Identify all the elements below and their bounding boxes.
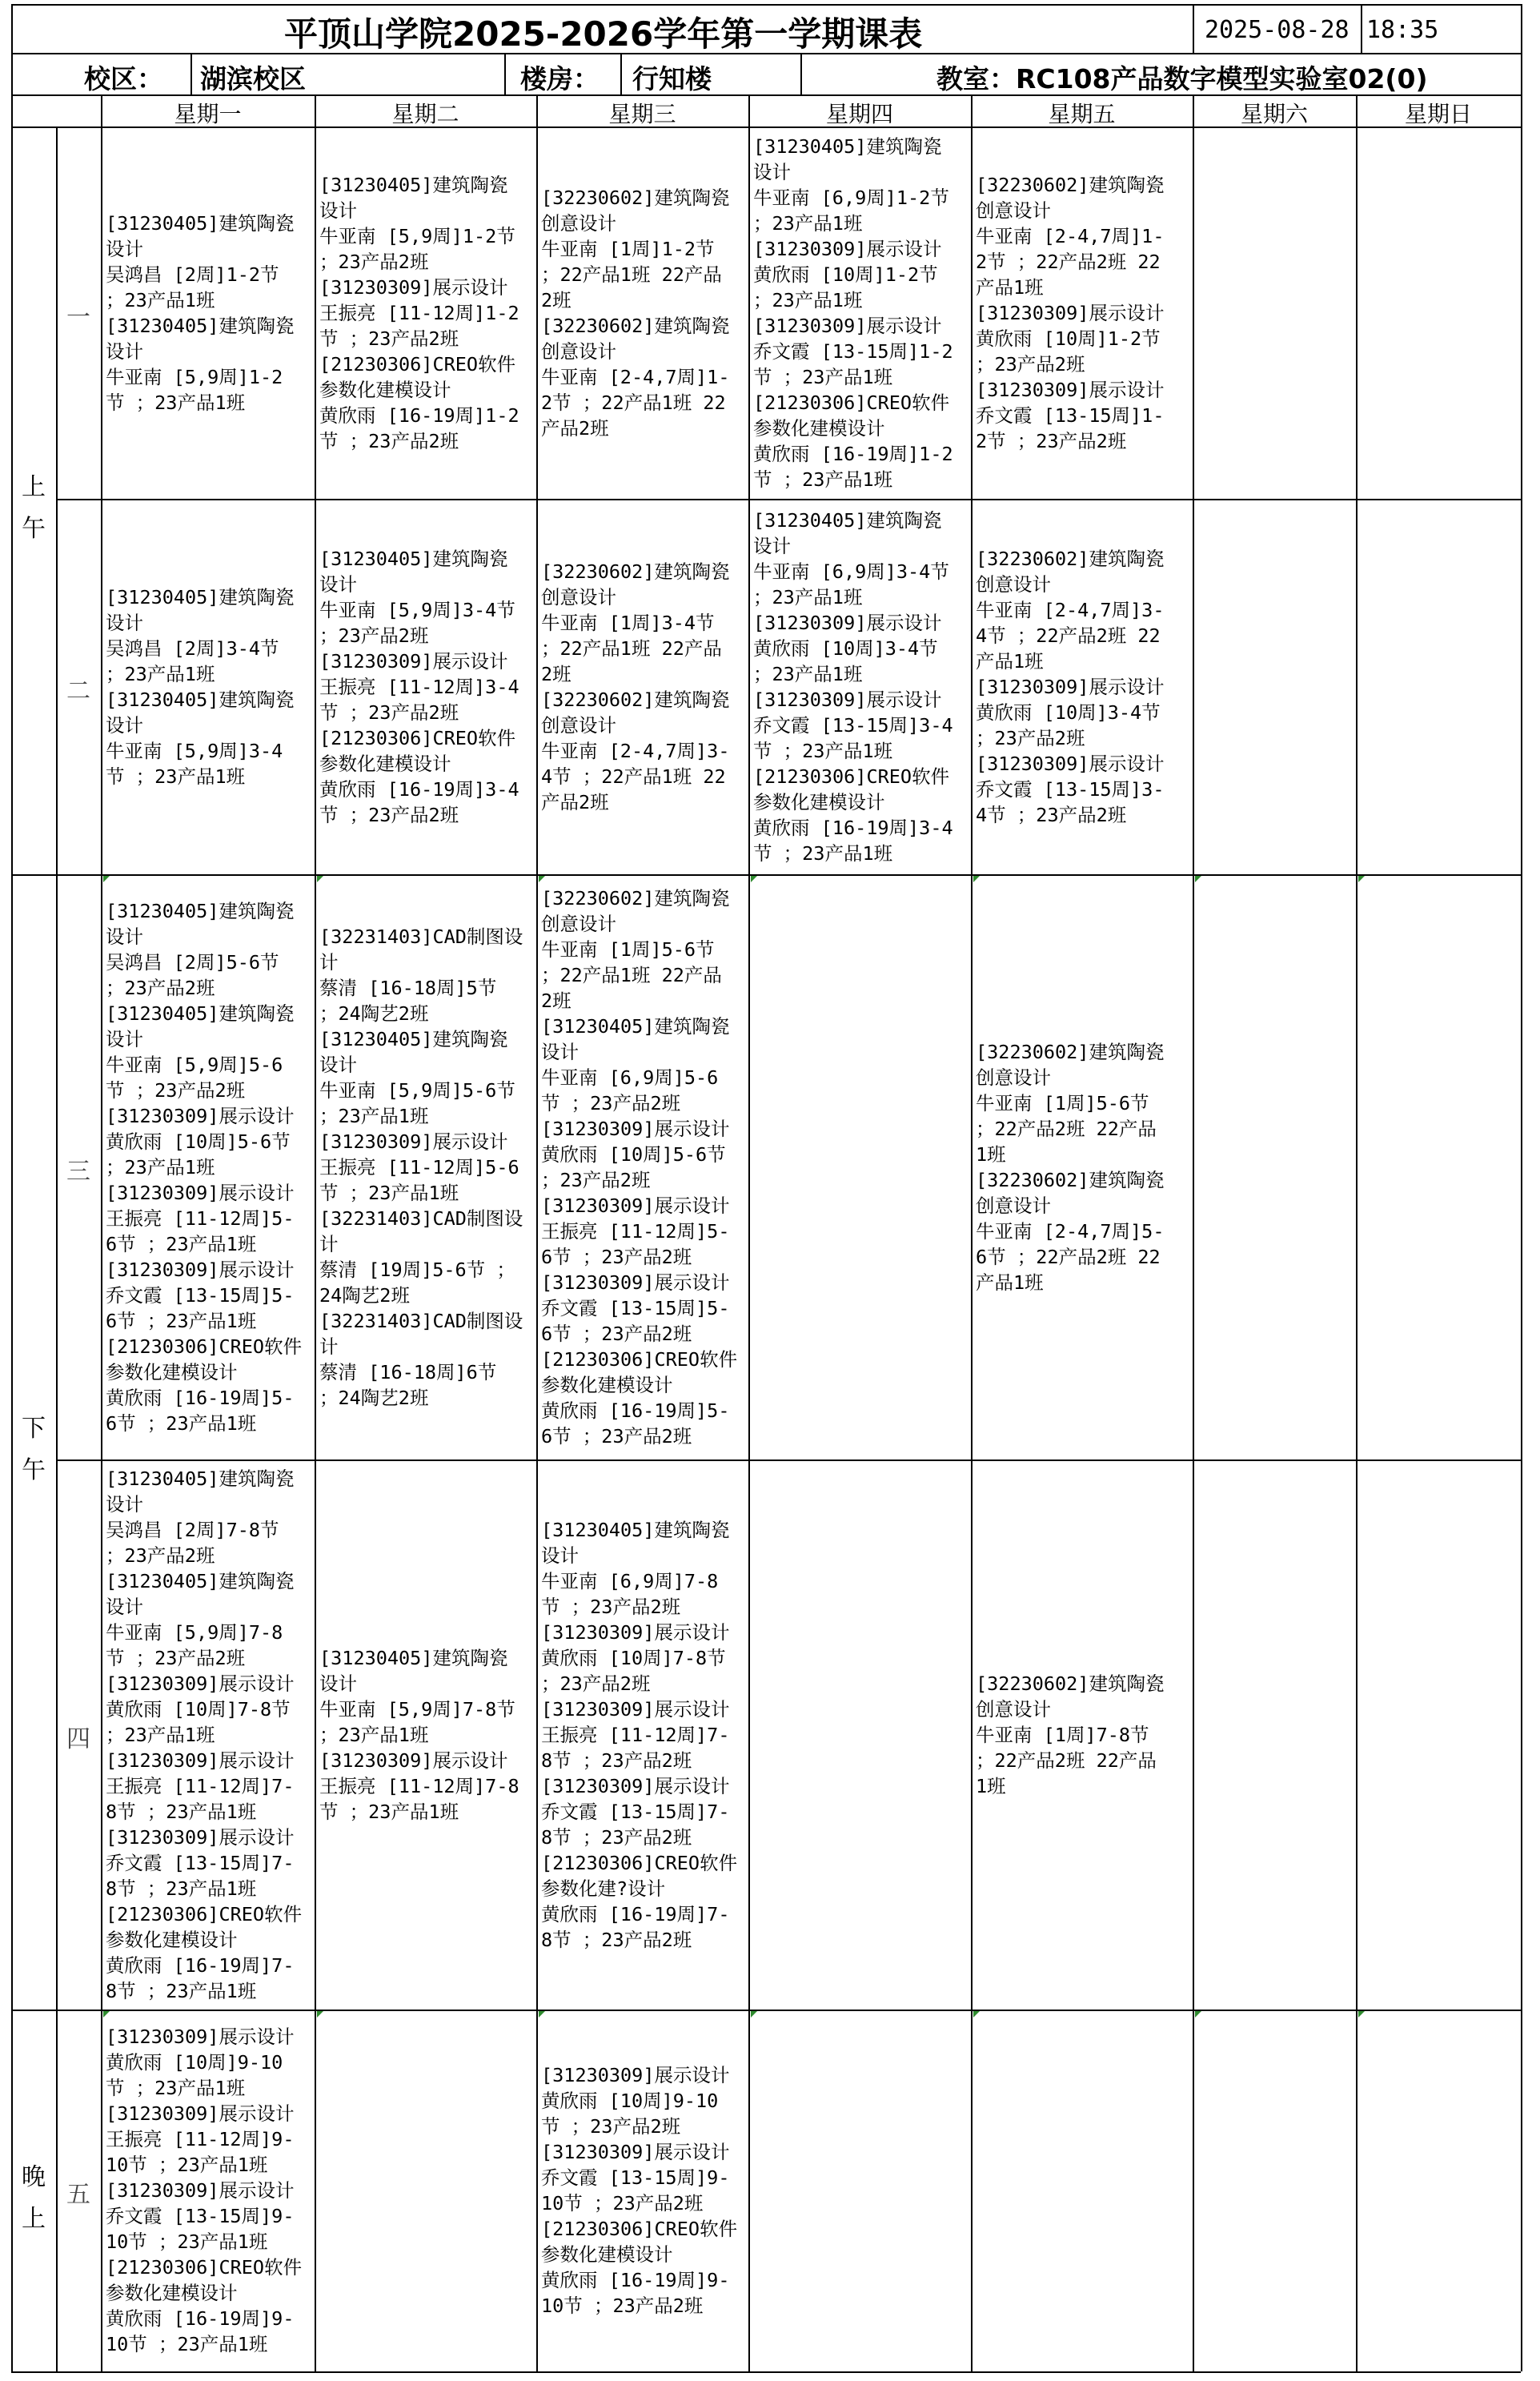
course-cell: [32230602]建筑陶瓷 创意设计 牛亚南 [1周]1-2节 ；22产品1班 22产品 2班 [32230602]建筑陶瓷 创意设计 牛亚南 [2-4,7周]1- 2节 ；22产品1班 22 产品2班	[541, 186, 730, 440]
campus-value: 湖滨校区	[200, 63, 306, 94]
grid-line	[504, 53, 506, 94]
course-cell: [31230405]建筑陶瓷 设计 牛亚南 [6,9周]7-8 节 ；23产品2班 [31230309]展示设计 黄欣雨 [10周]7-8节 ；23产品2班 [31230309]展示设计 王振亮 [11-12周]7- 8节 ；23产品2班 [31230309]展示设计 乔文霞 [13-15周]7- 8节 ；23产品2班 [21230306]CREO软件 参数化建?设计 黄欣雨 [16-19周]7- 8节 ；23产品2班	[541, 1518, 738, 1951]
course-cell: [32230602]建筑陶瓷 创意设计 牛亚南 [1周]5-6节 ；22产品1班 22产品 2班 [31230405]建筑陶瓷 设计 牛亚南 [6,9周]5-6 节 ；23产品2班 [31230309]展示设计 黄欣雨 [10周]5-6节 ；23产品2班 [31230309]展示设计 王振亮 [11-12周]5- 6节 ；23产品2班 [31230309]展示设计 乔文霞 [13-15周]5- 6节 ；23产品2班 [21230306]CREO软件 参数化建模设计 黄欣雨 [16-19周]5- 6节 ；23产品2班	[541, 886, 738, 1447]
slot-number: 四	[66, 1725, 90, 1753]
grid-line	[11, 874, 1521, 876]
course-cell: [31230405]建筑陶瓷 设计 吴鸿昌 [2周]5-6节 ；23产品2班 [31230405]建筑陶瓷 设计 牛亚南 [5,9周]5-6 节 ；23产品2班 [31230309]展示设计 黄欣雨 [10周]5-6节 ；23产品1班 [31230309]展示设计 王振亮 [11-12周]5- 6节 ；23产品1班 [31230309]展示设计 乔文霞 [13-15周]5- 6节 ；23产品1班 [21230306]CREO软件 参数化建模设计 黄欣雨 [16-19周]5- 6节 ；23产品1班	[106, 899, 303, 1435]
course-cell: [31230405]建筑陶瓷 设计 牛亚南 [6,9周]1-2节 ；23产品1班 [31230309]展示设计 黄欣雨 [10周]1-2节 ；23产品1班 [31230309]展示设计 乔文霞 [13-15周]1-2 节 ；23产品1班 [21230306]CREO软件 参数化建模设计 黄欣雨 [16-19周]1-2 节 ；23产品1班	[753, 135, 953, 491]
course-cell: [32230602]建筑陶瓷 创意设计 牛亚南 [1周]5-6节 ；22产品2班 22产品 1班 [32230602]建筑陶瓷 创意设计 牛亚南 [2-4,7周]5- 6节 ；22产品2班 22 产品1班	[976, 1040, 1165, 1294]
course-cell: [32230602]建筑陶瓷 创意设计 牛亚南 [2-4,7周]3- 4节 ；22产品2班 22 产品1班 [31230309]展示设计 黄欣雨 [10周]3-4节 ；23产品2班 [31230309]展示设计 乔文霞 [13-15周]3- 4节 ；23产品2班	[976, 547, 1165, 826]
cell-corner-marker	[1358, 2011, 1365, 2018]
grid-line	[11, 2371, 1521, 2373]
print-date: 2025-08-28	[1205, 16, 1350, 44]
grid-line	[1361, 4, 1362, 53]
grid-line	[11, 4, 13, 2371]
room-label: 教室：RC108产品数字模型实验室02(0)	[936, 63, 1428, 94]
period-label: 晚 上	[22, 2163, 46, 2233]
course-cell: [31230405]建筑陶瓷 设计 牛亚南 [5,9周]3-4节 ；23产品2班 [31230309]展示设计 王振亮 [11-12周]3-4 节 ；23产品2班 [21230306]CREO软件 参数化建模设计 黄欣雨 [16-19周]3-4 节 ；23产品2班	[319, 547, 519, 826]
slot-number: 一	[66, 303, 90, 331]
grid-line	[1193, 4, 1194, 53]
cell-corner-marker	[973, 2011, 980, 2018]
campus-label: 校区：	[84, 63, 163, 94]
course-cell: [32230602]建筑陶瓷 创意设计 牛亚南 [2-4,7周]1- 2节 ；22产品2班 22 产品1班 [31230309]展示设计 黄欣雨 [10周]1-2节 ；23产品2班 [31230309]展示设计 乔文霞 [13-15周]1- 2节 ；23产品2班	[976, 173, 1165, 452]
cell-corner-marker	[751, 2011, 757, 2018]
slot-number: 二	[66, 677, 90, 705]
building-label: 楼房：	[520, 63, 600, 94]
day-header: 星期一	[174, 101, 242, 127]
period-label: 上 午	[22, 473, 46, 543]
period-label: 下 午	[22, 1415, 46, 1484]
slot-number: 五	[66, 2181, 90, 2209]
cell-corner-marker	[539, 2011, 545, 2018]
grid-line	[56, 1460, 1521, 1461]
course-cell: [31230309]展示设计 黄欣雨 [10周]9-10 节 ；23产品2班 [31230309]展示设计 乔文霞 [13-15周]9- 10节 ；23产品2班 [21230306]CREO软件 参数化建模设计 黄欣雨 [16-19周]9- 10节 ；23产品2班	[541, 2064, 738, 2317]
cell-corner-marker	[751, 876, 757, 882]
cell-corner-marker	[1195, 2011, 1201, 2018]
cell-corner-marker	[317, 876, 323, 882]
cell-corner-marker	[317, 2011, 323, 2018]
grid-line	[620, 53, 622, 94]
course-cell: [32230602]建筑陶瓷 创意设计 牛亚南 [1周]3-4节 ；22产品1班 22产品 2班 [32230602]建筑陶瓷 创意设计 牛亚南 [2-4,7周]3- 4节 ；22产品1班 22 产品2班	[541, 560, 730, 813]
day-header: 星期二	[391, 101, 459, 127]
cell-corner-marker	[973, 876, 980, 882]
page-title: 平顶山学院2025-2026学年第一学期课表	[284, 14, 923, 54]
grid-line	[190, 53, 192, 94]
cell-corner-marker	[103, 2011, 110, 2018]
course-cell: [31230405]建筑陶瓷 设计 吴鸿昌 [2周]1-2节 ；23产品1班 [31230405]建筑陶瓷 设计 牛亚南 [5,9周]1-2 节 ；23产品1班	[106, 211, 295, 414]
grid-line	[11, 94, 1521, 96]
course-cell: [32230602]建筑陶瓷 创意设计 牛亚南 [1周]7-8节 ；22产品2班 22产品 1班	[976, 1672, 1165, 1797]
cell-corner-marker	[103, 876, 110, 882]
slot-number: 三	[66, 1157, 90, 1186]
grid-line	[11, 53, 1521, 54]
day-header: 星期六	[1240, 101, 1308, 127]
cell-corner-marker	[1195, 876, 1201, 882]
course-cell: [31230309]展示设计 黄欣雨 [10周]9-10 节 ；23产品1班 [31230309]展示设计 王振亮 [11-12周]9- 10节 ；23产品1班 [31230309]展示设计 乔文霞 [13-15周]9- 10节 ；23产品1班 [21230306]CREO软件 参数化建模设计 黄欣雨 [16-19周]9- 10节 ；23产品1班	[106, 2026, 303, 2355]
course-cell: [31230405]建筑陶瓷 设计 牛亚南 [5,9周]1-2节 ；23产品2班 [31230309]展示设计 王振亮 [11-12周]1-2 节 ；23产品2班 [21230306]CREO软件 参数化建模设计 黄欣雨 [16-19周]1-2 节 ；23产品2班	[319, 173, 519, 452]
grid-line	[11, 2010, 1521, 2011]
day-header: 星期日	[1404, 101, 1472, 127]
cell-corner-marker	[539, 876, 545, 882]
grid-line	[11, 4, 1521, 6]
course-cell: [32231403]CAD制图设 计 蔡清 [16-18周]5节 ；24陶艺2班 [31230405]建筑陶瓷 设计 牛亚南 [5,9周]5-6节 ；23产品1班 [31230309]展示设计 王振亮 [11-12周]5-6 节 ；23产品1班 [32231403]CAD制图设 计 蔡清 [19周]5-6节 ； 24陶艺2班 [32231403]CAD制图设 计 蔡清 [16-18周]6节 ；24陶艺2班	[319, 925, 523, 1409]
grid-line	[1521, 4, 1522, 2371]
grid-line	[800, 53, 802, 94]
course-cell: [31230405]建筑陶瓷 设计 牛亚南 [5,9周]7-8节 ；23产品1班 [31230309]展示设计 王振亮 [11-12周]7-8 节 ；23产品1班	[319, 1646, 519, 1823]
day-header: 星期三	[608, 101, 676, 127]
grid-line	[1356, 94, 1358, 2371]
grid-line	[56, 499, 1521, 500]
day-header: 星期五	[1048, 101, 1116, 127]
grid-line	[1193, 94, 1194, 2371]
course-cell: [31230405]建筑陶瓷 设计 牛亚南 [6,9周]3-4节 ；23产品1班 [31230309]展示设计 黄欣雨 [10周]3-4节 ；23产品1班 [31230309]展示设计 乔文霞 [13-15周]3-4 节 ；23产品1班 [21230306]CREO软件 参数化建模设计 黄欣雨 [16-19周]3-4 节 ；23产品1班	[753, 508, 953, 865]
building-value: 行知楼	[632, 63, 712, 94]
cell-corner-marker	[1358, 876, 1365, 882]
course-cell: [31230405]建筑陶瓷 设计 吴鸿昌 [2周]3-4节 ；23产品1班 [31230405]建筑陶瓷 设计 牛亚南 [5,9周]3-4 节 ；23产品1班	[106, 585, 295, 788]
day-header: 星期四	[825, 101, 893, 127]
course-cell: [31230405]建筑陶瓷 设计 吴鸿昌 [2周]7-8节 ；23产品2班 [31230405]建筑陶瓷 设计 牛亚南 [5,9周]7-8 节 ；23产品2班 [31230309]展示设计 黄欣雨 [10周]7-8节 ；23产品1班 [31230309]展示设计 王振亮 [11-12周]7- 8节 ；23产品1班 [31230309]展示设计 乔文霞 [13-15周]7- 8节 ；23产品1班 [21230306]CREO软件 参数化建模设计 黄欣雨 [16-19周]7- 8节 ；23产品1班	[106, 1467, 303, 2002]
print-time: 18:35	[1366, 16, 1439, 44]
grid-line	[56, 126, 58, 2371]
